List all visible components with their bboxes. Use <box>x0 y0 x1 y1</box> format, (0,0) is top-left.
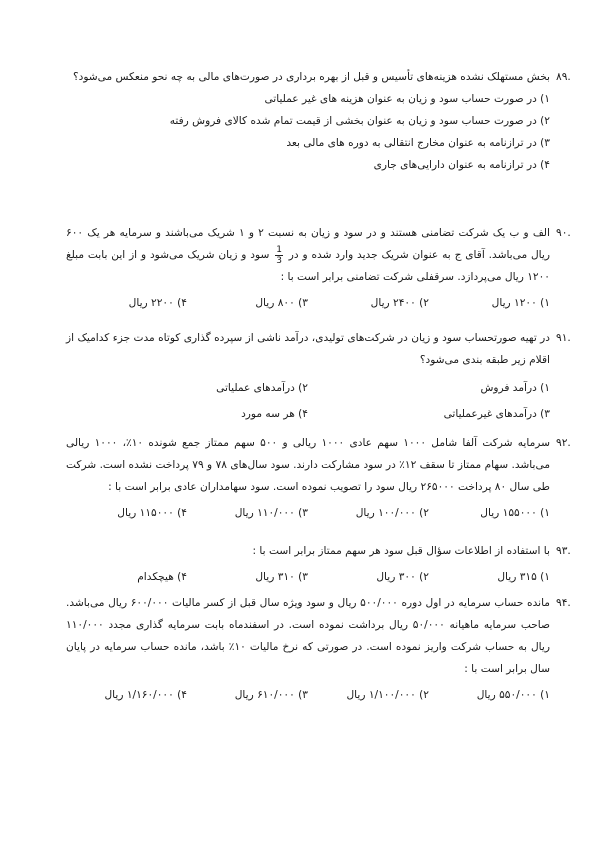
option-4: ۴) در ترازنامه به عنوان دارایی‌های جاری <box>373 159 550 171</box>
options-row <box>66 502 550 524</box>
question-text-part1: الف و ب یک شرکت تضامنی هستند و در سود و زیان به نسبت ۲ و ۱ شریک می‌باشند و سرمایه هر یک ۶۰۰ ریال می‌باشد. آقای ج به عنوان شریک جدید وارد شده و در <box>66 227 550 261</box>
option-2: ۲) ۲۴۰۰ ریال <box>370 297 429 309</box>
option-3: ۳) ۱۱۰/۰۰۰ ریال <box>234 507 308 519</box>
question-text: مانده حساب سرمایه در اول دوره ۵۰۰/۰۰۰ ریال و سود ویژه سال قبل از کسر مالیات ۶۰۰/۰۰۰ ریال می‌باشد. صاحب سرمایه ماهیانه ۵۰/۰۰۰ ریال برداشت نموده است. در اسفندماه بابت سرمایه گذاری مجدد ۱۱۰/۰۰۰ ریال به حساب شرکت واریز نموده است. در صورتی که نرخ مالیات ۱۰٪ باشد، مانده حساب سرمایه در پایان سال برابر است با : <box>66 597 550 675</box>
option-3: ۳) ۸۰۰ ریال <box>255 297 308 309</box>
question-text <box>66 222 550 288</box>
fraction-denominator: 3 <box>276 255 282 266</box>
options-row <box>66 292 550 314</box>
option-4: ۴) هر سه مورد <box>241 408 308 420</box>
option-3: ۳) درآمدهای غیرعملیاتی <box>443 408 550 420</box>
option-2: ۲) ۱۰۰/۰۰۰ ریال <box>355 507 429 519</box>
question-number: ۹۴. <box>556 597 571 609</box>
option-4: ۴) ۱۱۵۰۰۰ ریال <box>117 507 187 519</box>
question-89 <box>66 66 571 176</box>
option-3: ۳) ۶۱۰/۰۰۰ ریال <box>234 689 308 701</box>
options-grid <box>66 377 550 425</box>
fraction-numerator: 1 <box>276 244 282 255</box>
option-1: ۱) ۱۵۵۰۰۰ ریال <box>480 507 550 519</box>
options-row <box>66 566 550 588</box>
option-1: ۱) ۳۱۵ ریال <box>497 571 550 583</box>
question-92 <box>66 432 571 524</box>
question-number: ۹۲. <box>556 437 571 449</box>
question-94 <box>66 592 571 706</box>
option-3: ۳) ۳۱۰ ریال <box>255 571 308 583</box>
option-1: ۱) درآمد فروش <box>480 382 550 394</box>
option-4: ۴) هیچکدام <box>137 571 187 583</box>
question-90 <box>66 222 571 314</box>
option-2: ۲) ۳۰۰ ریال <box>376 571 429 583</box>
question-text-part2: سود و زیان شریک می‌شود و از این بابت مبلغ ۱۲۰۰ ریال می‌پردازد. سرقفلی شرکت تضامنی برابر است با : <box>66 249 550 283</box>
option-4: ۴) ۲۲۰۰ ریال <box>128 297 187 309</box>
question-number: ۹۳. <box>556 545 571 557</box>
option-3: ۳) در ترازنامه به عنوان مخارج انتقالی به دوره های مالی بعد <box>286 137 550 149</box>
question-text: سرمایه شرکت آلفا شامل ۱۰۰۰ سهم عادی ۱۰۰۰ ریالی و ۵۰۰ سهم ممتاز جمع شونده ۱۰٪، ۱۰۰۰ ریالی می‌باشد. سهام ممتاز تا سقف ۱۲٪ در سود مشارکت دارند. سود سال‌های ۷۸ و ۷۹ پرداخت نشده است. شرکت طی سال ۸۰ پرداخت ۲۶۵۰۰۰ ریال سود را تصویب نموده است. سود سهامداران عادی برابر است با : <box>66 437 550 493</box>
option-2: ۲) ۱/۱۰۰/۰۰۰ ریال <box>346 689 429 701</box>
question-number: ۸۹. <box>556 71 571 83</box>
question-number: ۹۱. <box>556 332 571 344</box>
option-1: ۱) در صورت حساب سود و زیان به عنوان هزینه های غیر عملیاتی <box>264 93 550 105</box>
question-91 <box>66 327 571 425</box>
fraction <box>275 245 283 266</box>
option-1: ۱) ۱۲۰۰ ریال <box>491 297 550 309</box>
option-1: ۱) ۵۵۰/۰۰۰ ریال <box>476 689 550 701</box>
question-text: با استفاده از اطلاعات سؤال قبل سود هر سهم ممتاز برابر است با : <box>252 545 550 557</box>
option-2: ۲) در صورت حساب سود و زیان به عنوان بخشی از قیمت تمام شده کالای فروش رفته <box>169 115 550 127</box>
option-2: ۲) درآمدهای عملیاتی <box>216 382 308 394</box>
question-number: ۹۰. <box>556 227 571 239</box>
question-93 <box>66 540 571 588</box>
question-text: بخش مستهلک نشده هزینه‌های تأسیس و قبل از بهره برداری در صورت‌های مالی به چه نحو منعکس می‌شود؟ <box>72 71 550 83</box>
question-text: در تهیه صورتحساب سود و زیان در شرکت‌های تولیدی، درآمد ناشی از سپرده گذاری کوتاه مدت جزء کدامیک از اقلام زیر طبقه بندی می‌شود؟ <box>66 332 550 366</box>
option-4: ۴) ۱/۱۶۰/۰۰۰ ریال <box>104 689 187 701</box>
options-row <box>66 684 550 706</box>
